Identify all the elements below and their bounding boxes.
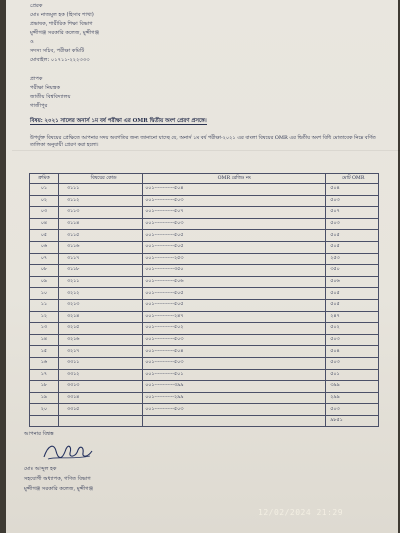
camera-timestamp: 12/02/2024 21:29 (258, 508, 344, 517)
table-row (30, 334, 379, 346)
from-label: প্রেরক (30, 3, 43, 9)
paper-fold-line (12, 150, 400, 151)
row-serial: ১২ (30, 311, 59, 323)
closing-text: আপনার বিশ্বস্ত (24, 431, 54, 437)
table-row (30, 195, 379, 207)
table-row (30, 369, 379, 381)
row-serial: ০৮ (30, 265, 59, 277)
row-serial: ১৬ (30, 357, 59, 369)
row-omr-range: ০০১------------৫০৭ (143, 207, 326, 219)
header-omr-range: OMR রেজিঃ নং (143, 174, 326, 184)
row-subject-code: ৩২১৭ (58, 346, 142, 358)
row-subject-code: ৩৩১৫ (58, 404, 142, 416)
row-subject-code: ৩১১৬ (58, 241, 142, 253)
signatory-title: সহযোগী অধ্যাপক, গণিত বিভাগ (24, 476, 91, 482)
row-serial: ১৮ (30, 381, 59, 393)
row-serial: ১০ (30, 288, 59, 300)
row-subject-code: ৩১১৫ (58, 230, 142, 242)
row-total-omr: ৫০১ (326, 369, 379, 381)
row-serial: ০৫ (30, 230, 59, 242)
row-total-omr: ৫০৫ (326, 288, 379, 300)
table-row (30, 265, 379, 277)
row-total-omr: ৫০৫ (326, 230, 379, 242)
table-row (30, 381, 379, 393)
row-omr-range: ০০১------------৫০৫ (143, 299, 326, 311)
table-row (30, 404, 379, 416)
row-total-omr: ৫০৪ (326, 184, 379, 196)
row-subject-code: ৩২১২ (58, 288, 142, 300)
row-omr-range: ০০১------------৫০১ (143, 369, 326, 381)
to-label: প্রাপক (30, 76, 43, 82)
row-subject-code: ৩৩১৩ (58, 381, 142, 393)
row-serial: ০৪ (30, 218, 59, 230)
row-total-omr: ৫০৬ (326, 276, 379, 288)
sender-line-3: মুন্সীগঞ্জ সরকারি কলেজ, মুন্সীগঞ্জ (30, 30, 100, 36)
row-serial: ১৩ (30, 323, 59, 335)
row-total-omr: ৫০২ (326, 323, 379, 335)
sender-line-1: মোঃ নাজমুল হক (হিসাব শাখা) (30, 12, 94, 18)
table-row (30, 288, 379, 300)
recipient-line-1: পরীক্ষা নিয়ন্ত্রক (30, 85, 61, 91)
row-omr-range: ০০১------------৫০৩ (143, 218, 326, 230)
row-total-omr: ৫০৩ (326, 218, 379, 230)
row-omr-range: ০০১------------৫০৩ (143, 404, 326, 416)
table-row (30, 323, 379, 335)
body-paragraph: উপর্যুক্ত বিষয়ের প্রেক্ষিতে আপনার সদয় অবগতির জন্য জানানো যাচ্ছে যে, অনার্স ১ম বর্ষ পরীক্ষা-২০২১ এর বাংলা বিষয়ের OMR এর দ্বিতীয় অংশ বিধি মোতাবেক নিম্নে বর্ণিত তালিকা অনুযায়ী প্রেরণ করা হলো। (30, 135, 376, 148)
sender-line-2: প্রভাষক, শারীরিক শিক্ষা বিভাগ (30, 21, 93, 27)
table-row (30, 241, 379, 253)
signatory-institution: মুন্সীগঞ্জ সরকারি কলেজ, মুন্সীগঞ্জ (24, 486, 94, 492)
header-subject-code: বিষয়ের কোড (58, 174, 142, 184)
row-omr-range: ০০১------------৫০৫ (143, 288, 326, 300)
row-total-omr: ৫০৩ (326, 334, 379, 346)
row-serial: ০৭ (30, 253, 59, 265)
row-omr-range: ০০১------------৫০৫ (143, 241, 326, 253)
row-serial: ০২ (30, 195, 59, 207)
row-subject-code: ৩২১১ (58, 276, 142, 288)
row-subject-code: ৩২১৪ (58, 311, 142, 323)
table-row (30, 357, 379, 369)
sender-line-6: মোবাইল: ০১৭১১-২২২৩৩৩ (30, 57, 90, 63)
row-omr-range: ০০১------------৫০৪ (143, 184, 326, 196)
row-subject-code: ৩৩১১ (58, 357, 142, 369)
row-omr-range: ০০১------------৫০৫ (143, 230, 326, 242)
row-total-omr: ৫০৩ (326, 357, 379, 369)
row-serial: ১৭ (30, 369, 59, 381)
table-row (30, 184, 379, 196)
row-omr-range: ০০১------------৫০৬ (143, 276, 326, 288)
row-omr-range: ০০১------------২৪৭ (143, 311, 326, 323)
row-total-omr: ২৪৭ (326, 311, 379, 323)
row-omr-range: ০০১------------৫০৩ (143, 357, 326, 369)
row-omr-range: ০০১------------৫০৪ (143, 346, 326, 358)
omr-table (29, 173, 379, 427)
row-omr-range: ০০১------------২৫৩ (143, 253, 326, 265)
recipient-line-3: গাজীপুর (30, 103, 48, 109)
row-serial: ১৯ (30, 392, 59, 404)
row-omr-range: ০০১------------৩৯৯ (143, 381, 326, 393)
total-omr-count: ৯৮৫১ (326, 415, 379, 427)
total-empty-1 (30, 415, 59, 427)
header-total-omr: মোট OMR (326, 174, 379, 184)
row-serial: ০৩ (30, 207, 59, 219)
row-total-omr: ২৫৩ (326, 253, 379, 265)
row-subject-code: ৩২১৬ (58, 334, 142, 346)
table-body (30, 184, 379, 416)
row-subject-code: ৩২১৫ (58, 323, 142, 335)
subject-line (30, 118, 207, 125)
row-serial: ২০ (30, 404, 59, 416)
row-serial: ১৪ (30, 334, 59, 346)
letter-page (6, 0, 398, 533)
header-serial: ক্রমিক (30, 174, 59, 184)
row-total-omr: ৫০৭ (326, 207, 379, 219)
table-row (30, 311, 379, 323)
table-row (30, 253, 379, 265)
total-empty-3 (143, 415, 326, 427)
row-subject-code: ৩৩১৪ (58, 392, 142, 404)
row-omr-range: ০০১------------৫০২ (143, 323, 326, 335)
row-subject-code: ৩১১১ (58, 184, 142, 196)
row-subject-code: ৩৩১২ (58, 369, 142, 381)
signatory-name: মোঃ আব্দুল হক (24, 466, 57, 472)
row-total-omr: ৫০৩ (326, 404, 379, 416)
signature-image (40, 441, 96, 463)
row-total-omr: ৫০৫ (326, 299, 379, 311)
row-subject-code: ৩২১৩ (58, 299, 142, 311)
recipient-line-2: জাতীয় বিশ্ববিদ্যালয় (30, 94, 71, 100)
row-subject-code: ৩১১৩ (58, 207, 142, 219)
row-omr-range: ০০১------------৫০৩ (143, 195, 326, 207)
row-serial: ০৬ (30, 241, 59, 253)
table-row (30, 346, 379, 358)
row-serial: ০১ (30, 184, 59, 196)
row-total-omr: ৫০৫ (326, 241, 379, 253)
row-total-omr: ২৯৯ (326, 392, 379, 404)
row-total-omr: ৩৫০ (326, 265, 379, 277)
row-serial: ০৯ (30, 276, 59, 288)
row-subject-code: ৩১১৮ (58, 265, 142, 277)
table-row (30, 299, 379, 311)
row-total-omr: ৫০৩ (326, 195, 379, 207)
table-row (30, 392, 379, 404)
row-serial: ১৫ (30, 346, 59, 358)
row-subject-code: ৩১১২ (58, 195, 142, 207)
row-total-omr: ৫০৪ (326, 346, 379, 358)
table-row (30, 218, 379, 230)
row-serial: ১১ (30, 299, 59, 311)
row-omr-range: ০০১------------৩৫০ (143, 265, 326, 277)
row-omr-range: ০০১------------২৯৯ (143, 392, 326, 404)
table-header-row (30, 174, 379, 184)
sender-line-4: ও (30, 39, 34, 45)
table-row (30, 207, 379, 219)
subject-text: বিষয়: ২০২১ সালের অনার্স ১ম বর্ষ পরীক্ষা এর OMR দ্বিতীয় অংশ প্রেরণ প্রসঙ্গে। (30, 118, 207, 124)
table-total-row (30, 415, 379, 427)
total-empty-2 (58, 415, 142, 427)
table-row (30, 230, 379, 242)
sender-line-5: সদস্য সচিব, পরীক্ষা কমিটি (30, 48, 85, 54)
row-subject-code: ৩১১৭ (58, 253, 142, 265)
table-row (30, 276, 379, 288)
row-subject-code: ৩১১৪ (58, 218, 142, 230)
row-total-omr: ৩৯৯ (326, 381, 379, 393)
row-omr-range: ০০১------------৫০৩ (143, 334, 326, 346)
